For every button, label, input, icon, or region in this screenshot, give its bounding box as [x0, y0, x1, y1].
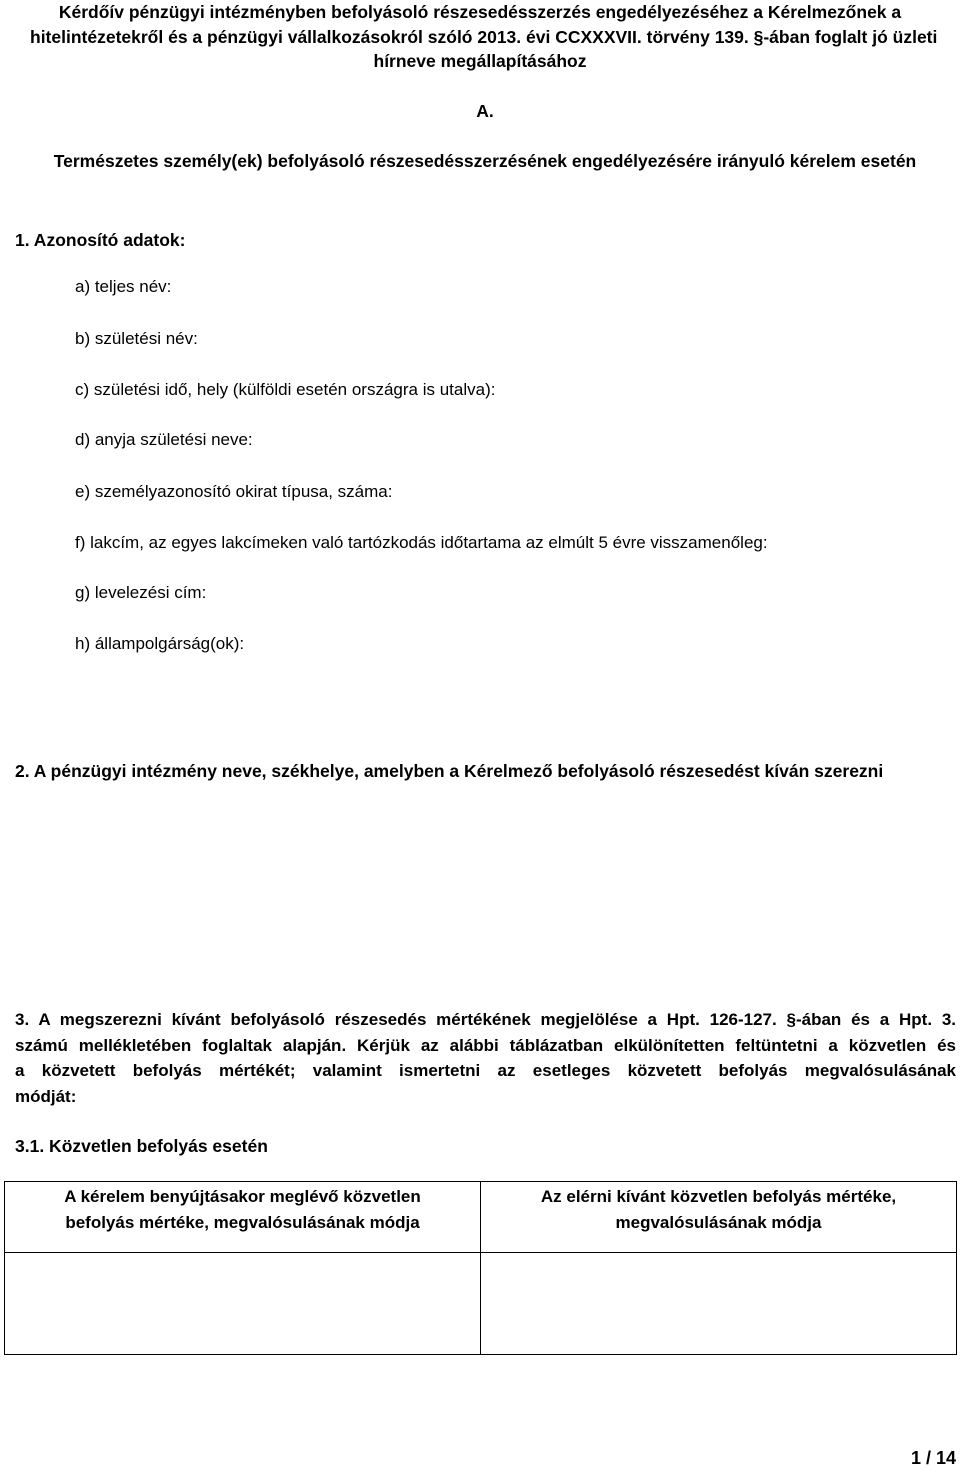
section3-paragraph: [15, 1007, 956, 1109]
header-line: A kérelem benyújtásakor meglévő közvetlen: [64, 1187, 421, 1206]
table-header-current: [5, 1182, 481, 1253]
section3-1-heading: 3.1. Közvetlen befolyás esetén: [15, 1136, 268, 1156]
field-birth-date-place: c) születési idő, hely (külföldi esetén országra is utalva):: [75, 380, 496, 399]
table-row: [5, 1253, 957, 1355]
field-mailing-address: g) levelezési cím:: [75, 583, 207, 602]
field-mother-name: d) anyja születési neve:: [75, 430, 253, 449]
paragraph-line: módját:: [15, 1086, 77, 1106]
field-birth-name: b) születési név:: [75, 329, 198, 348]
table-cell-current[interactable]: [5, 1253, 481, 1355]
paragraph-line: számú mellékletében foglaltak alapján. Kérjük az alábbi táblázatban elkülönítetten feltüntetni a közvetlen és: [15, 1035, 956, 1055]
title-line: hírneve megállapításához: [373, 51, 587, 71]
section1-heading: 1. Azonosító adatok:: [15, 230, 186, 250]
field-full-name: a) teljes név:: [75, 277, 172, 296]
title-line: hitelintézetekről és a pénzügyi vállalkozásokról szóló 2013. évi CCXXXVII. törvény 139. §-ában foglalt jó üzleti: [30, 26, 938, 47]
paragraph-line: a közvetett befolyás mértékét; valamint ismertetni az esetleges közvetett befolyás megvalósulásának: [15, 1061, 956, 1080]
header-line: befolyás mértéke, megvalósulásának módja: [65, 1213, 420, 1232]
page-number: 1 / 14: [910, 1448, 956, 1468]
paragraph-line: 3. A megszerezni kívánt befolyásoló részesedés mértékének megjelölése a Hpt. 126-127. §-ában és a Hpt. 3.: [15, 1010, 956, 1029]
header-line: megvalósulásának módja: [615, 1213, 822, 1232]
document-title: [30, 0, 938, 74]
section-letter: A.: [476, 101, 494, 121]
section2-heading: 2. A pénzügyi intézmény neve, székhelye, amelyben a Kérelmező befolyásoló részesedést kíván szerezni: [15, 761, 884, 781]
field-citizenship: h) állampolgárság(ok):: [75, 634, 245, 653]
field-address: f) lakcím, az egyes lakcímeken való tartózkodás időtartama az elmúlt 5 évre visszamenőleg:: [75, 533, 768, 552]
header-line: Az elérni kívánt közvetlen befolyás mértéke,: [540, 1187, 897, 1206]
direct-influence-table: [4, 1181, 957, 1355]
section-subtitle: Természetes személy(ek) befolyásoló részesedésszerzésének engedélyezésére irányuló kérelem esetén: [53, 151, 917, 171]
table-cell-target[interactable]: [481, 1253, 957, 1355]
table-header-row: [5, 1182, 957, 1253]
title-line: Kérdőív pénzügyi intézményben befolyásoló részesedésszerzés engedélyezéséhez a Kérelmezőnek a: [58, 2, 902, 22]
field-id-document: e) személyazonosító okirat típusa, száma:: [75, 482, 393, 501]
table-header-target: [481, 1182, 957, 1253]
